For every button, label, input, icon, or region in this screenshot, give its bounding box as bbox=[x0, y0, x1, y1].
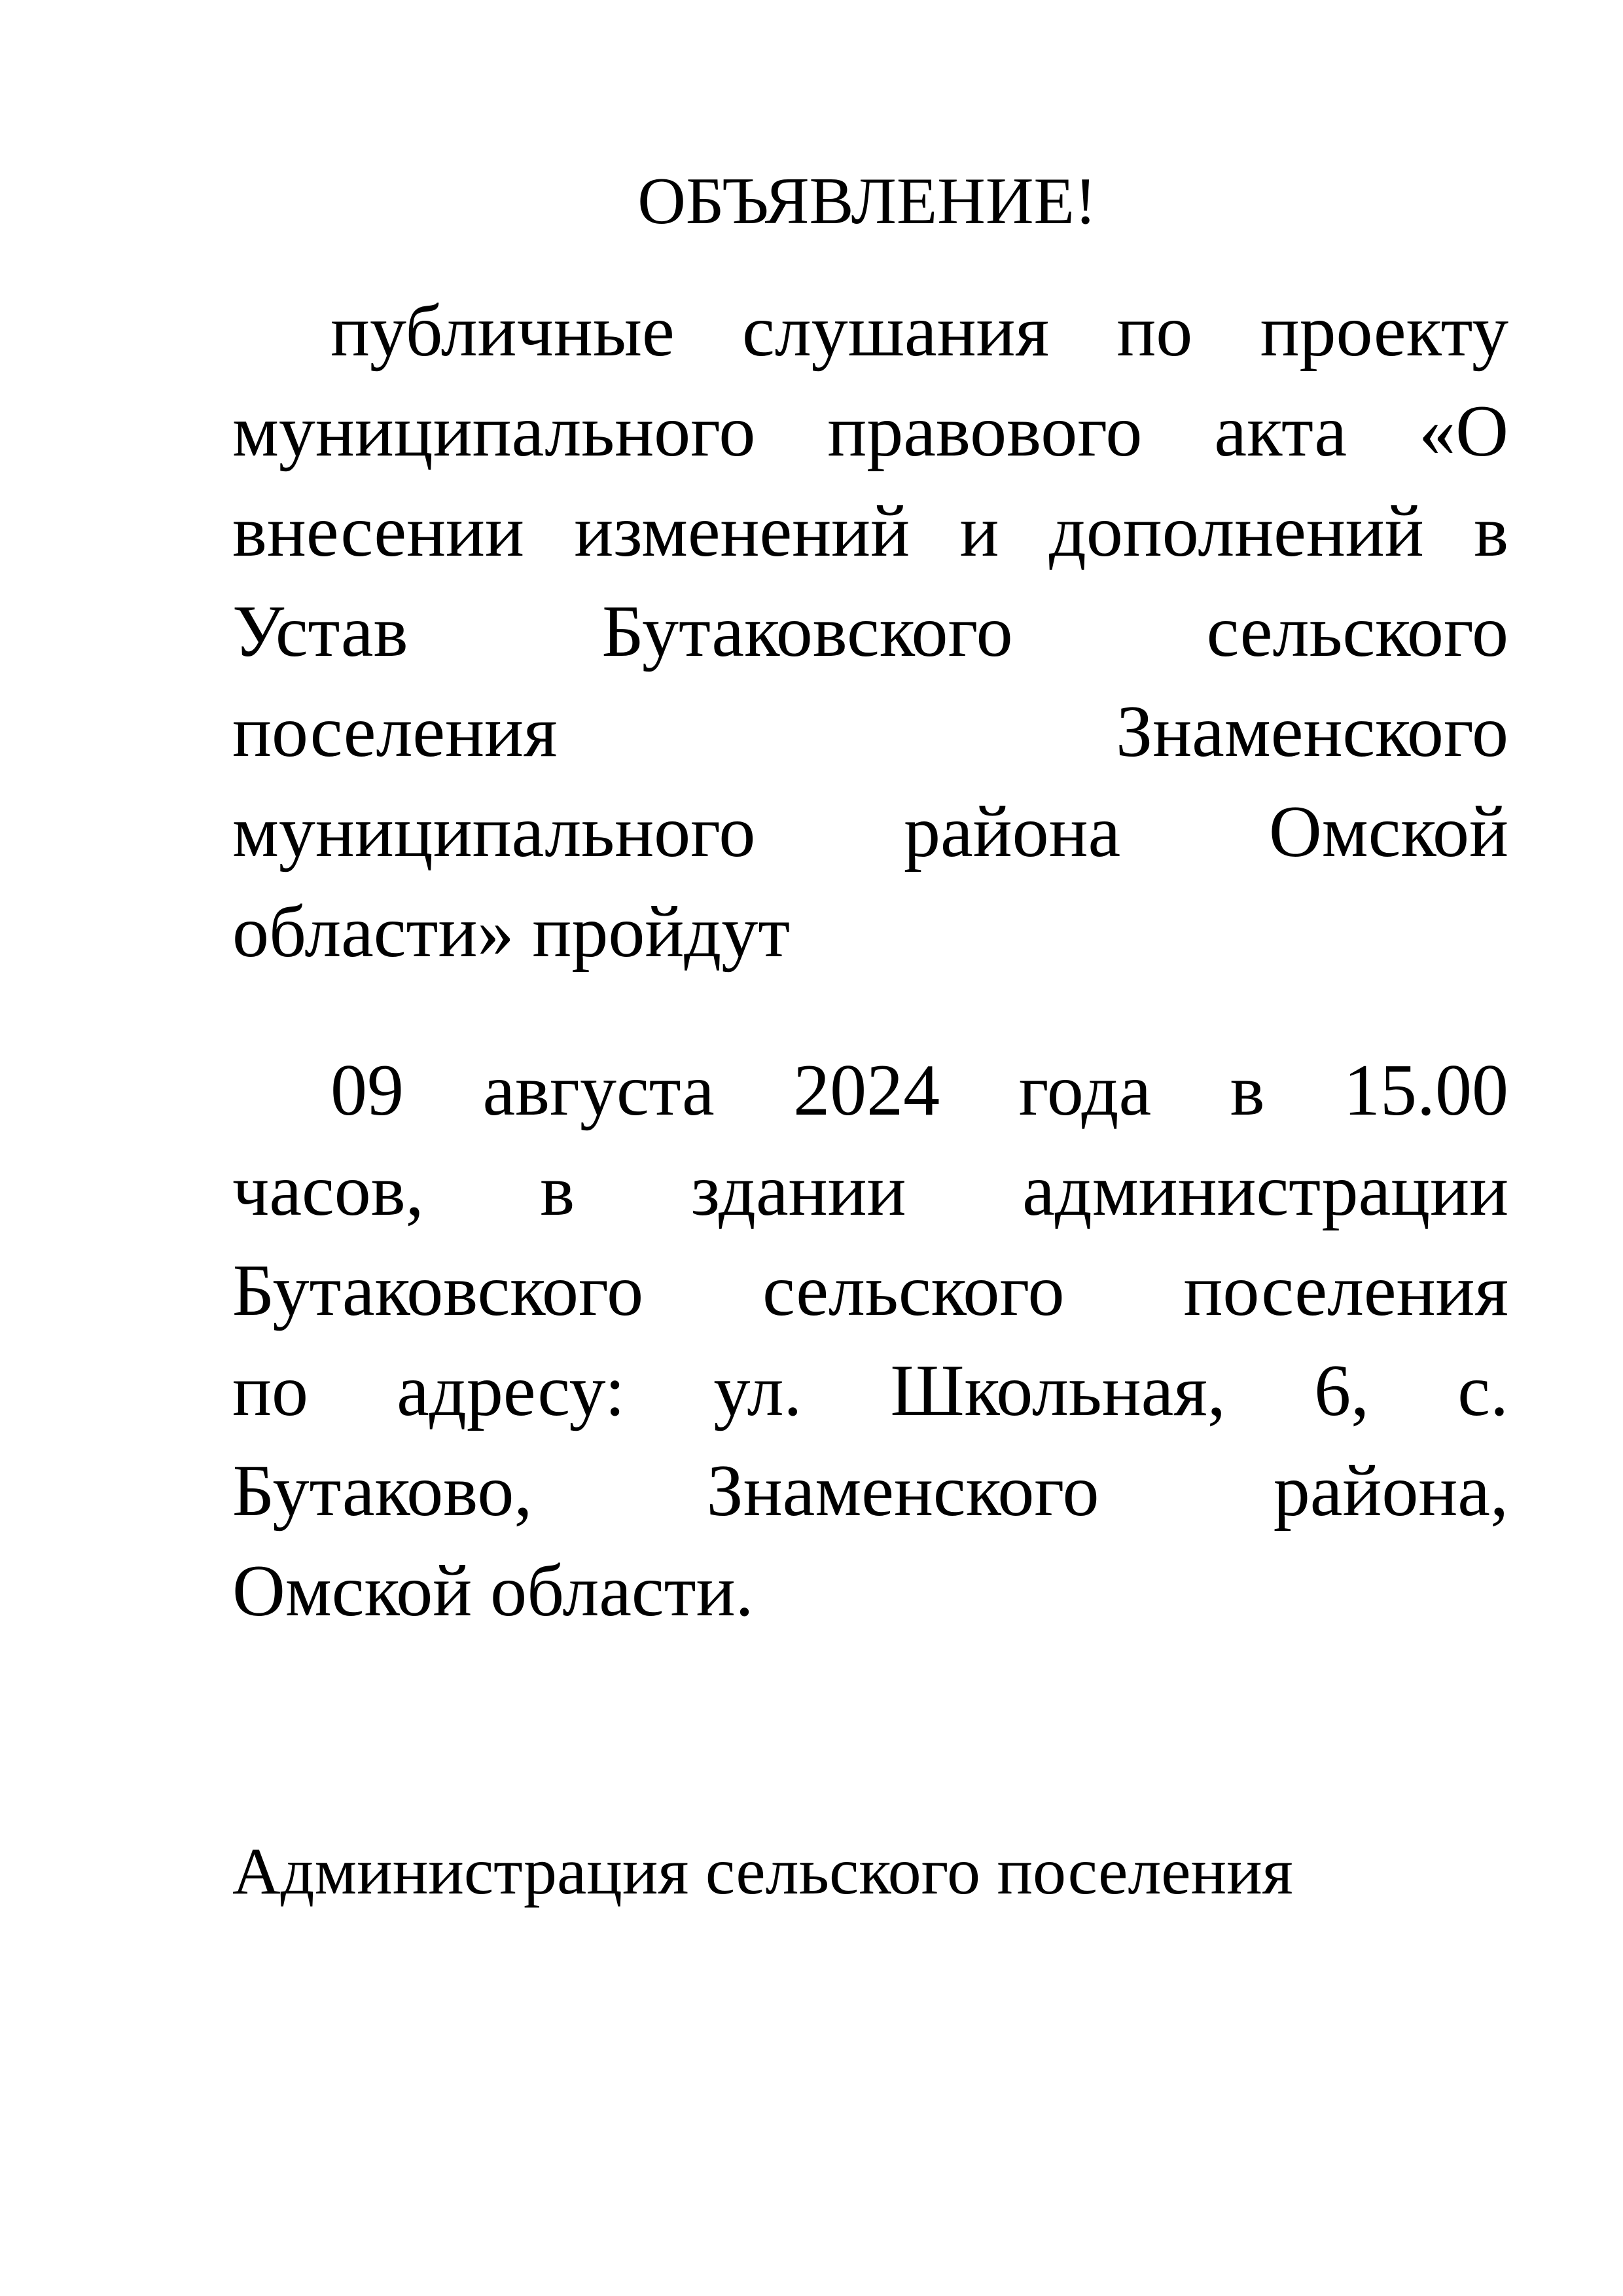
paragraph-line: Бутаково, Знаменского района, bbox=[232, 1450, 1508, 1532]
paragraph-line: по адресу: ул. Школьная, 6, с. bbox=[232, 1350, 1508, 1431]
paragraph-line: публичные слушания по проекту bbox=[330, 291, 1508, 372]
hearing-details-paragraph bbox=[232, 1041, 1508, 1641]
paragraph-line: муниципального района Омской bbox=[232, 791, 1508, 872]
paragraph-line: муниципального правового акта «О bbox=[232, 391, 1508, 472]
paragraph-line: Омской области. bbox=[232, 1551, 754, 1632]
paragraph-line: Устав Бутаковского сельского bbox=[232, 591, 1508, 672]
paragraph-line: поселения Знаменского bbox=[232, 691, 1508, 772]
paragraph-line: 09 августа 2024 года в 15.00 bbox=[330, 1050, 1508, 1131]
hearing-subject-paragraph bbox=[232, 281, 1508, 982]
paragraph-line: часов, в здании администрации bbox=[232, 1150, 1508, 1231]
paragraph-line: внесении изменений и дополнений в bbox=[232, 491, 1508, 572]
paragraph-line: Бутаковского сельского поселения bbox=[232, 1250, 1508, 1331]
signature-line: Администрация сельского поселения bbox=[232, 1835, 1293, 1909]
paragraph-line: области» пройдут bbox=[232, 891, 791, 973]
announcement-title: ОБЪЯВЛЕНИЕ! bbox=[637, 164, 1097, 238]
